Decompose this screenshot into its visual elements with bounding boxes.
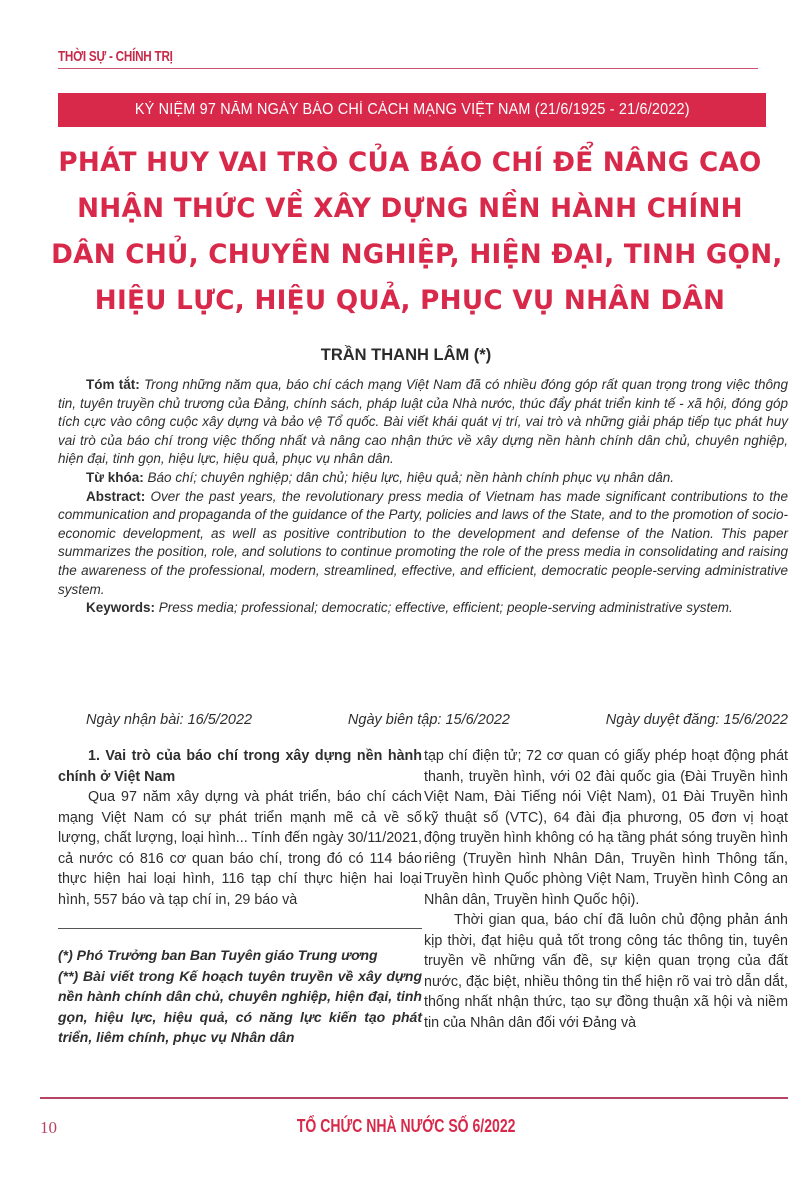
abstract-label: Abstract: <box>86 488 146 504</box>
body-paragraph: Thời gian qua, báo chí đã luôn chủ động phản ánh kịp thời, đạt hiệu quả tốt trong công tác thông tin, tuyên truyền về những vấn đề, sự kiện quan trọng của đất nước, đặc biệt, nhiều thông tin thể hiện rõ vai trò dẫn dắt, thống nhất nhận thức, tạo sự đồng thuận xã hội và niềm tin của Nhân dân đối với Đảng và <box>424 912 788 1031</box>
footnote-divider <box>58 928 422 929</box>
left-column <box>58 746 422 1048</box>
summary-label: Tóm tắt: <box>86 377 140 392</box>
right-column <box>424 746 788 1033</box>
footnote-plan: (**) Bài viết trong Kế hoạch tuyên truyền về xây dựng nền hành chính dân chủ, chuyên nghiệp, hiện đại, tinh gọn, hiệu lực, hiệu quả, có năng lực kiến tạo phát triển, liêm chính, phục vụ Nhân dân <box>58 967 422 1045</box>
title-line: DÂN CHỦ, CHUYÊN NGHIỆP, HIỆN ĐẠI, TINH GỌN, <box>51 239 783 270</box>
footer-divider <box>40 1097 788 1099</box>
keywords-en <box>58 599 788 618</box>
body-paragraph: tạp chí điện tử; 72 cơ quan có giấy phép hoạt động phát thanh, truyền hình, với 02 đài quốc gia (Đài Truyền hình Việt Nam, Đài Tiếng nói Việt Nam), 01 Đài Truyền hình kỹ thuật số (VTC), 64 đài địa phương, 05 đơn vị hoạt động truyền hình không có hạ tầng phát sóng truyền hình riêng (Truyền hình Nhân Dân, Truyền hình Thông tấn, Truyền hình Quốc phòng Việt Nam, Truyền hình Công an Nhân dân, Truyền hình Quốc hội). <box>424 748 788 908</box>
keywords-en-label: Keywords: <box>86 600 156 616</box>
abstract-text: Over the past years, the revolutionary press media of Vietnam has made significant contributions to the communication and propaganda of the guidance of the Party, policies and laws of the State, and to the promotion of socio-economic development, as well as positive contribution to the development and defense of the Nation. This paper summarizes the position, role, and solutions to continue promoting the role of the press media in consolidating and raising the awareness of the professional, modern, streamlined, effective, and efficient, democratic people-serving administrative system. <box>58 488 788 597</box>
anniversary-banner <box>58 93 766 127</box>
banner-text: KỶ NIỆM 97 NĂM NGÀY BÁO CHÍ CÁCH MẠNG VIỆT NAM (21/6/1925 - 21/6/2022) <box>134 101 690 118</box>
body-paragraph: Qua 97 năm xây dựng và phát triển, báo chí cách mạng Việt Nam có sự phát triển mạnh mẽ cả về số lượng, chất lượng, loại hình... Tính đến ngày 30/11/2021, cả nước có 816 cơ quan báo chí, trong đó có 114 báo thực hiện hai loại hình, 116 tạp chí thực hiện hai loại hình, 557 báo và tạp chí in, 29 báo và <box>58 789 422 908</box>
title-line: NHẬN THỨC VỀ XÂY DỰNG NỀN HÀNH CHÍNH <box>77 193 743 224</box>
publication-dates <box>86 712 788 728</box>
footnote-author: (*) Phó Trưởng ban Ban Tuyên giáo Trung ương <box>58 947 378 963</box>
magazine-title: TỔ CHỨC NHÀ NƯỚC SỐ 6/2022 <box>296 1116 516 1136</box>
summary-vi <box>58 376 788 469</box>
date-received: Ngày nhận bài: 16/5/2022 <box>86 712 253 728</box>
keywords-en-text: Press media; professional; democratic; effective, efficient; people-serving administrative system. <box>158 600 733 616</box>
keywords-vi <box>58 469 788 488</box>
page-number: 10 <box>40 1118 57 1137</box>
abstract-section <box>58 376 788 618</box>
title-line: HIỆU LỰC, HIỆU QUẢ, PHỤC VỤ NHÂN DÂN <box>94 285 726 316</box>
keywords-vi-label: Từ khóa: <box>86 469 144 485</box>
date-edited: Ngày biên tập: 15/6/2022 <box>347 712 510 728</box>
date-approved: Ngày duyệt đăng: 15/6/2022 <box>605 712 788 728</box>
section-label: THỜI SỰ - CHÍNH TRỊ <box>58 48 173 65</box>
article-title <box>40 140 783 324</box>
abstract-en <box>58 488 788 600</box>
keywords-vi-text: Báo chí; chuyên nghiệp; dân chủ; hiệu lực, hiệu quả; nền hành chính phục vụ nhân dân. <box>147 469 675 485</box>
summary-text: Trong những năm qua, báo chí cách mạng Việt Nam đã có nhiều đóng góp rất quan trọng trong việc thông tin, tuyên truyền chủ trương của Đảng, chính sách, pháp luật của Nhà nước, thúc đẩy phát triển kinh tế - xã hội, đóng góp tích cực vào công cuộc xây dựng và bảo vệ Tổ quốc. Bài viết khái quát vị trí, vai trò và những giải pháp tiếp tục phát huy vai trò của báo chí trong việc thống nhất và nâng cao nhận thức về xây dựng nền hành chính dân chủ, chuyên nghiệp, hiện đại, tinh gọn, hiệu lực, hiệu quả, phục vụ nhân dân. <box>58 377 788 467</box>
author-name: TRẦN THANH LÂM (*) <box>320 346 492 364</box>
header-divider <box>58 68 758 69</box>
title-line: PHÁT HUY VAI TRÒ CỦA BÁO CHÍ ĐỂ NÂNG CAO <box>58 147 762 178</box>
section-heading: 1. Vai trò của báo chí trong xây dựng nền hành chính ở Việt Nam <box>58 748 422 785</box>
magazine-issue <box>0 1116 812 1137</box>
